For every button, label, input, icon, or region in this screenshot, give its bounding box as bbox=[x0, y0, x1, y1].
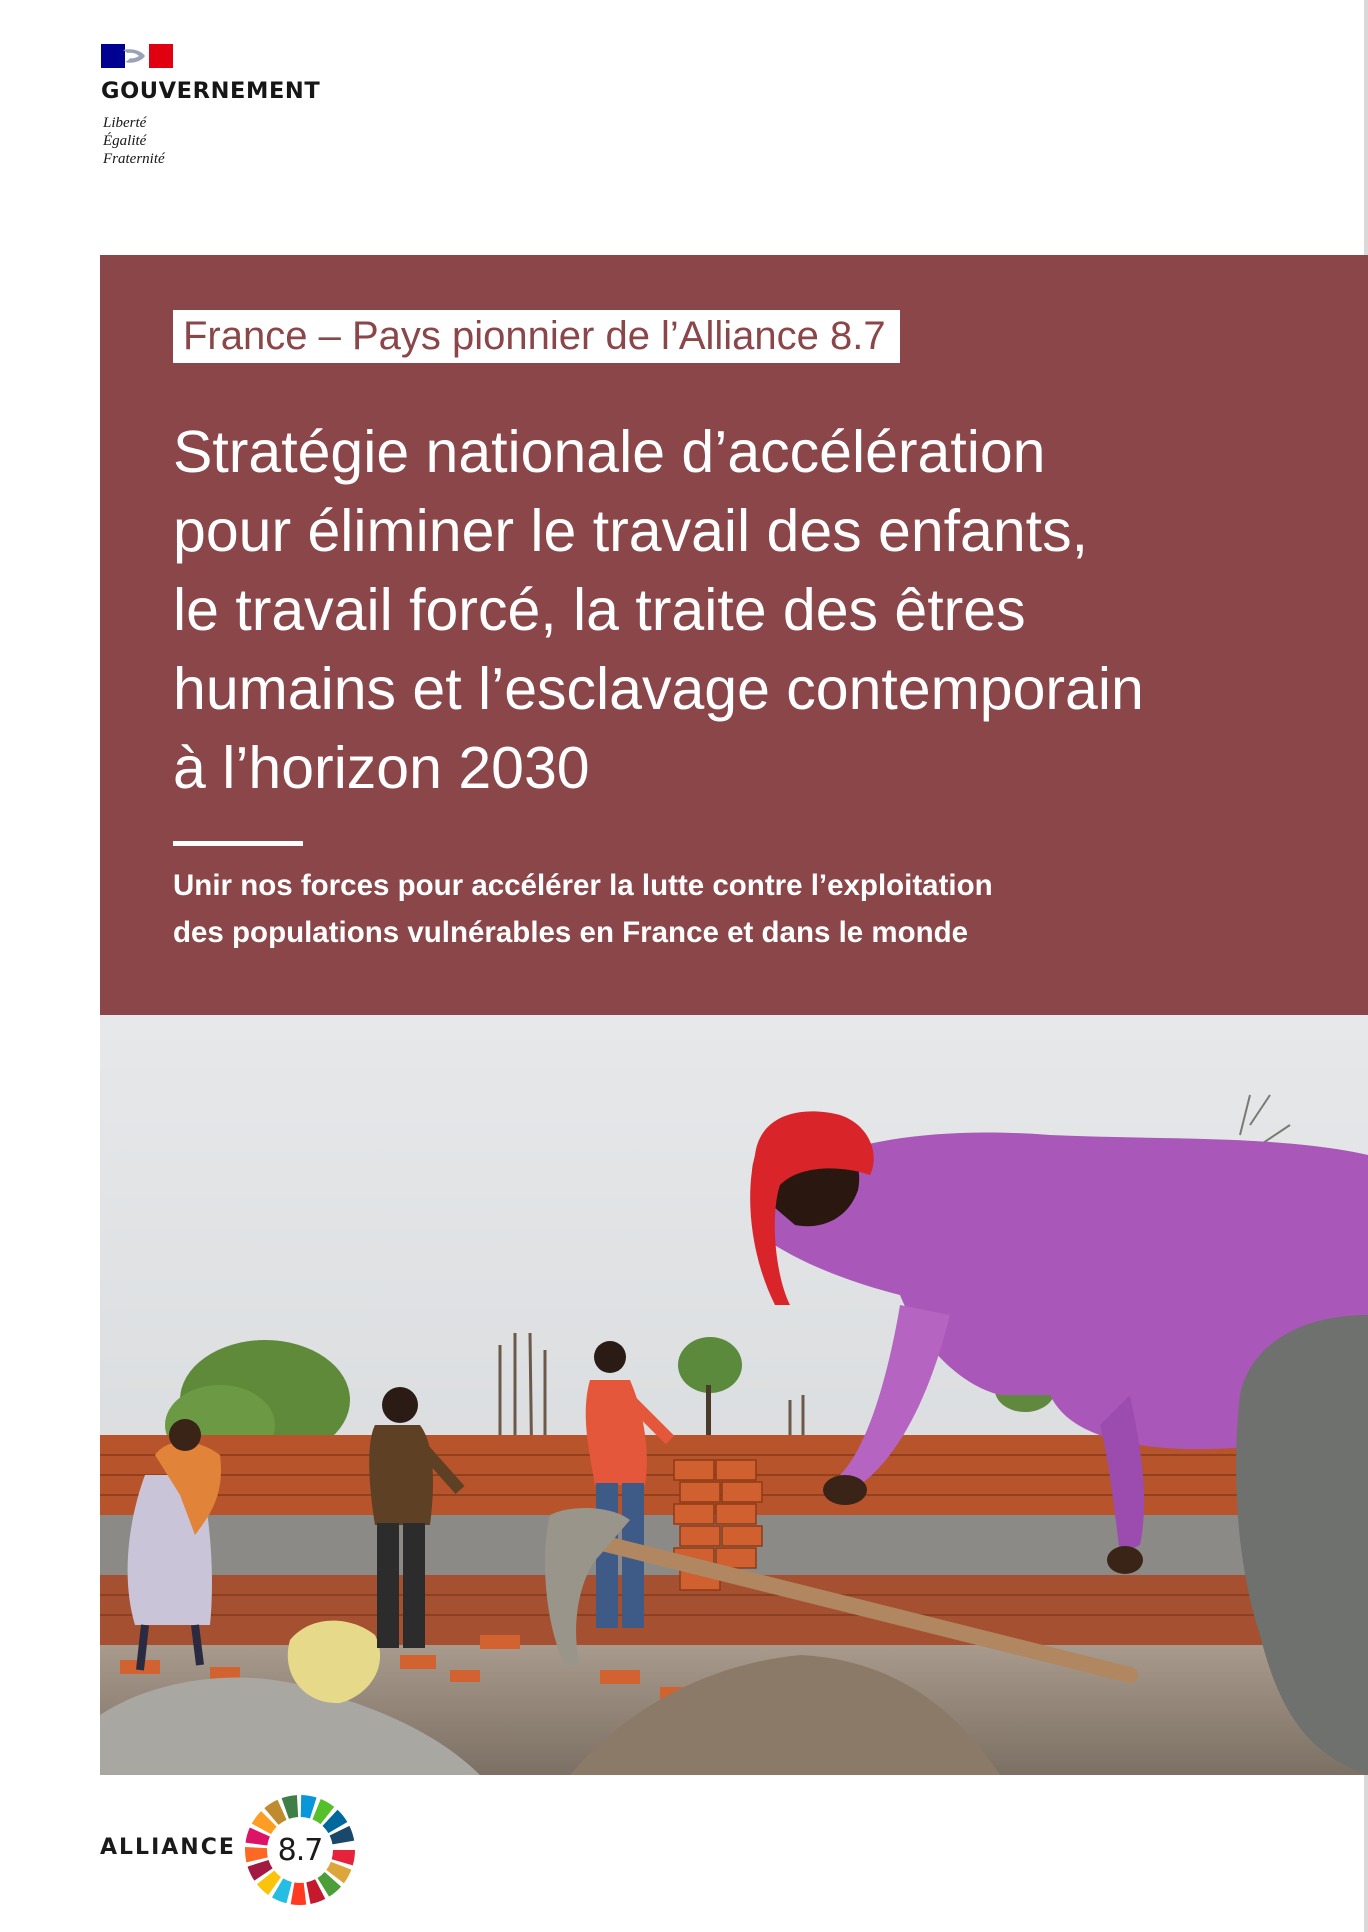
document-title bbox=[173, 413, 1293, 808]
subtitle-line: Unir nos forces pour accélérer la lutte contre l’exploitation bbox=[173, 869, 993, 902]
alliance-word: ALLIANCE bbox=[100, 1835, 236, 1860]
title-line: le travail forcé, la traite des êtres bbox=[173, 577, 1026, 643]
title-line: à l’horizon 2030 bbox=[173, 735, 590, 801]
title-banner bbox=[100, 255, 1368, 1015]
title-line: humains et l’esclavage contemporain bbox=[173, 656, 1144, 722]
title-divider bbox=[173, 841, 303, 846]
marianne-flag-icon bbox=[101, 44, 173, 68]
title-line: Stratégie nationale d’accélération bbox=[173, 419, 1046, 485]
subtitle-line: des populations vulnérables en France et dans le monde bbox=[173, 916, 969, 949]
title-line: pour éliminer le travail des enfants, bbox=[173, 498, 1088, 564]
alliance-number: 8.7 bbox=[277, 1832, 323, 1868]
government-name: GOUVERNEMENT bbox=[101, 78, 321, 104]
cover-photo-construction-workers bbox=[100, 1015, 1368, 1775]
alliance-8-7-logo bbox=[100, 1795, 370, 1915]
cover-photo-illustration bbox=[100, 1015, 1368, 1775]
government-logo bbox=[101, 44, 361, 174]
motto-egalite: Égalité bbox=[103, 133, 147, 149]
motto bbox=[103, 114, 165, 168]
pioneer-country-tag: France – Pays pionnier de l’Alliance 8.7 bbox=[173, 310, 900, 363]
document-subtitle bbox=[173, 862, 1273, 956]
motto-liberte: Liberté bbox=[103, 115, 147, 131]
motto-fraternite: Fraternité bbox=[103, 151, 165, 167]
